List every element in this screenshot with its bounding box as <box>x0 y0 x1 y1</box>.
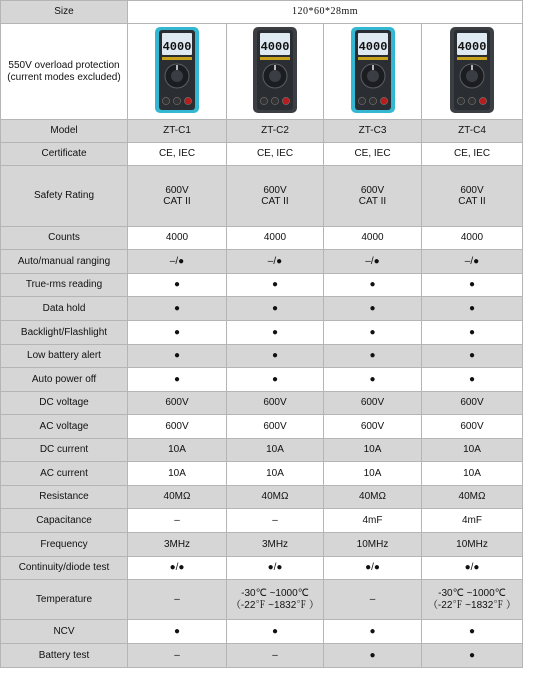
cell-zt-c2: 4000 <box>227 227 324 250</box>
meter-jack <box>468 97 475 104</box>
cell-zt-c3: ● <box>324 297 422 321</box>
row-label: Auto/manual ranging <box>1 250 128 274</box>
row-label: NCV <box>1 620 128 644</box>
cell-zt-c1: 10A <box>128 439 227 462</box>
cell-zt-c4: 4mF <box>422 509 523 533</box>
cell-zt-c1: ● <box>128 620 227 644</box>
cell-zt-c3: 600V <box>324 392 422 415</box>
meter-jack <box>271 97 278 104</box>
cell-zt-c1: – <box>128 644 227 668</box>
row-label: Counts <box>1 227 128 250</box>
row-label: Resistance <box>1 486 128 509</box>
cell-zt-c2: ● <box>227 620 324 644</box>
cell-zt-c1: ● <box>128 274 227 297</box>
meter-dial-knob <box>466 70 478 82</box>
cell-zt-c3: 4mF <box>324 509 422 533</box>
cell-zt-c2: – <box>227 509 324 533</box>
cell-zt-c2: 10A <box>227 439 324 462</box>
cell-zt-c3: – <box>324 580 422 620</box>
cell-zt-c4: ● <box>422 321 523 345</box>
spec-row <box>1 415 523 439</box>
row-label: Temperature <box>1 580 128 620</box>
meter-display-text: 4000 <box>260 39 290 54</box>
cell-zt-c4: ● <box>422 620 523 644</box>
meter-jack <box>369 97 376 104</box>
meter-dial-knob <box>171 70 183 82</box>
meter-button-strip <box>162 57 192 60</box>
image-row <box>1 24 523 120</box>
cell-zt-c3: 40MΩ <box>324 486 422 509</box>
cell-zt-c2: CE, IEC <box>227 143 324 166</box>
meter-image-1 <box>128 24 227 120</box>
meter-dial-knob <box>269 70 281 82</box>
meter-image-2 <box>227 24 324 120</box>
cell-zt-c3: 4000 <box>324 227 422 250</box>
row-label: DC current <box>1 439 128 462</box>
row-label: DC voltage <box>1 392 128 415</box>
spec-row <box>1 557 523 580</box>
cell-zt-c2: ●/● <box>227 557 324 580</box>
cell-zt-c1: ● <box>128 321 227 345</box>
cell-zt-c4: ● <box>422 274 523 297</box>
row-label: AC current <box>1 462 128 486</box>
meter-display-text: 4000 <box>358 39 387 54</box>
spec-row <box>1 297 523 321</box>
size-label: Size <box>1 1 128 24</box>
cell-zt-c1: 10A <box>128 462 227 486</box>
cell-zt-c4: CE, IEC <box>422 143 523 166</box>
row-label: Capacitance <box>1 509 128 533</box>
cell-zt-c4: 600V <box>422 392 523 415</box>
cell-zt-c2: 3MHz <box>227 533 324 557</box>
spec-row <box>1 166 523 227</box>
cell-zt-c4: 600V CAT II <box>422 166 523 227</box>
spec-row <box>1 439 523 462</box>
spec-row <box>1 250 523 274</box>
spec-row <box>1 644 523 668</box>
cell-zt-c1: 600V <box>128 392 227 415</box>
spec-row <box>1 143 523 166</box>
meter-jack <box>479 97 486 104</box>
meter-jack <box>184 97 191 104</box>
meter-jack <box>173 97 180 104</box>
cell-zt-c4: ● <box>422 297 523 321</box>
row-label: Battery test <box>1 644 128 668</box>
meter-image-4 <box>422 24 523 120</box>
cell-zt-c3: ●/● <box>324 557 422 580</box>
meter-jack <box>358 97 365 104</box>
cell-zt-c2: ● <box>227 368 324 392</box>
cell-zt-c3: CE, IEC <box>324 143 422 166</box>
cell-zt-c2: 600V <box>227 415 324 439</box>
spec-row <box>1 620 523 644</box>
spec-row <box>1 462 523 486</box>
cell-zt-c4: 600V <box>422 415 523 439</box>
cell-zt-c3: 10A <box>324 462 422 486</box>
cell-zt-c1: ZT-C1 <box>128 120 227 143</box>
meter-jack <box>282 97 289 104</box>
spec-row <box>1 392 523 415</box>
meter-jack <box>380 97 387 104</box>
cell-zt-c2: –/● <box>227 250 324 274</box>
row-label: Certificate <box>1 143 128 166</box>
cell-zt-c3: 600V <box>324 415 422 439</box>
cell-zt-c4: ● <box>422 644 523 668</box>
cell-zt-c2: ● <box>227 274 324 297</box>
meter-button-strip <box>260 57 290 60</box>
row-label: Low battery alert <box>1 345 128 368</box>
cell-zt-c4: ZT-C4 <box>422 120 523 143</box>
cell-zt-c3: 600V CAT II <box>324 166 422 227</box>
spec-row <box>1 120 523 143</box>
cell-zt-c1: 40MΩ <box>128 486 227 509</box>
cell-zt-c1: –/● <box>128 250 227 274</box>
cell-zt-c3: ● <box>324 644 422 668</box>
spec-row <box>1 509 523 533</box>
row-label: Continuity/diode test <box>1 557 128 580</box>
cell-zt-c4: –/● <box>422 250 523 274</box>
cell-zt-c4: 10MHz <box>422 533 523 557</box>
cell-zt-c1: ● <box>128 297 227 321</box>
cell-zt-c1: ●/● <box>128 557 227 580</box>
cell-zt-c3: –/● <box>324 250 422 274</box>
cell-zt-c1: ● <box>128 345 227 368</box>
row-label: True-rms reading <box>1 274 128 297</box>
cell-zt-c2: 10A <box>227 462 324 486</box>
cell-zt-c4: -30℃ ~1000℃ （-22℉ ~1832℉ ） <box>422 580 523 620</box>
cell-zt-c3: ● <box>324 620 422 644</box>
cell-zt-c1: ● <box>128 368 227 392</box>
spec-row <box>1 533 523 557</box>
cell-zt-c3: ● <box>324 345 422 368</box>
cell-zt-c2: ● <box>227 297 324 321</box>
cell-zt-c1: 3MHz <box>128 533 227 557</box>
cell-zt-c2: ZT-C2 <box>227 120 324 143</box>
meter-image-3 <box>324 24 422 120</box>
cell-zt-c4: 10A <box>422 439 523 462</box>
cell-zt-c2: – <box>227 644 324 668</box>
cell-zt-c2: 40MΩ <box>227 486 324 509</box>
cell-zt-c1: 600V CAT II <box>128 166 227 227</box>
row-label: Frequency <box>1 533 128 557</box>
row-label: Safety Rating <box>1 166 128 227</box>
spec-row <box>1 580 523 620</box>
meter-jack <box>260 97 267 104</box>
meter-display-text: 4000 <box>457 39 487 54</box>
row-label: Auto power off <box>1 368 128 392</box>
spec-row <box>1 274 523 297</box>
spec-row <box>1 321 523 345</box>
cell-zt-c2: ● <box>227 321 324 345</box>
spec-row <box>1 227 523 250</box>
cell-zt-c4: 10A <box>422 462 523 486</box>
meter-dial-knob <box>367 70 379 82</box>
meter-display-text: 4000 <box>162 39 192 54</box>
cell-zt-c4: 40MΩ <box>422 486 523 509</box>
cell-zt-c3: ZT-C3 <box>324 120 422 143</box>
row-label: AC voltage <box>1 415 128 439</box>
spec-row <box>1 368 523 392</box>
cell-zt-c2: -30℃ ~1000℃ （-22℉ ~1832℉ ） <box>227 580 324 620</box>
meter-jack <box>162 97 169 104</box>
row-label: Data hold <box>1 297 128 321</box>
cell-zt-c1: CE, IEC <box>128 143 227 166</box>
cell-zt-c2: 600V CAT II <box>227 166 324 227</box>
cell-zt-c3: ● <box>324 274 422 297</box>
cell-zt-c1: 4000 <box>128 227 227 250</box>
spec-row <box>1 345 523 368</box>
spec-row <box>1 486 523 509</box>
cell-zt-c1: – <box>128 580 227 620</box>
row-label: Backlight/Flashlight <box>1 321 128 345</box>
cell-zt-c3: 10A <box>324 439 422 462</box>
meter-button-strip <box>457 57 487 60</box>
cell-zt-c3: ● <box>324 321 422 345</box>
cell-zt-c4: ● <box>422 345 523 368</box>
meter-button-strip <box>358 57 388 60</box>
size-row <box>1 1 523 24</box>
cell-zt-c3: 10MHz <box>324 533 422 557</box>
cell-zt-c2: 600V <box>227 392 324 415</box>
cell-zt-c1: – <box>128 509 227 533</box>
cell-zt-c4: ● <box>422 368 523 392</box>
meter-jack <box>457 97 464 104</box>
cell-zt-c4: 4000 <box>422 227 523 250</box>
cell-zt-c3: ● <box>324 368 422 392</box>
size-value: 120*60*28mm <box>128 1 523 24</box>
overload-label: 550V overload protection (current modes excluded) <box>1 24 128 120</box>
row-label: Model <box>1 120 128 143</box>
cell-zt-c1: 600V <box>128 415 227 439</box>
cell-zt-c4: ●/● <box>422 557 523 580</box>
cell-zt-c2: ● <box>227 345 324 368</box>
